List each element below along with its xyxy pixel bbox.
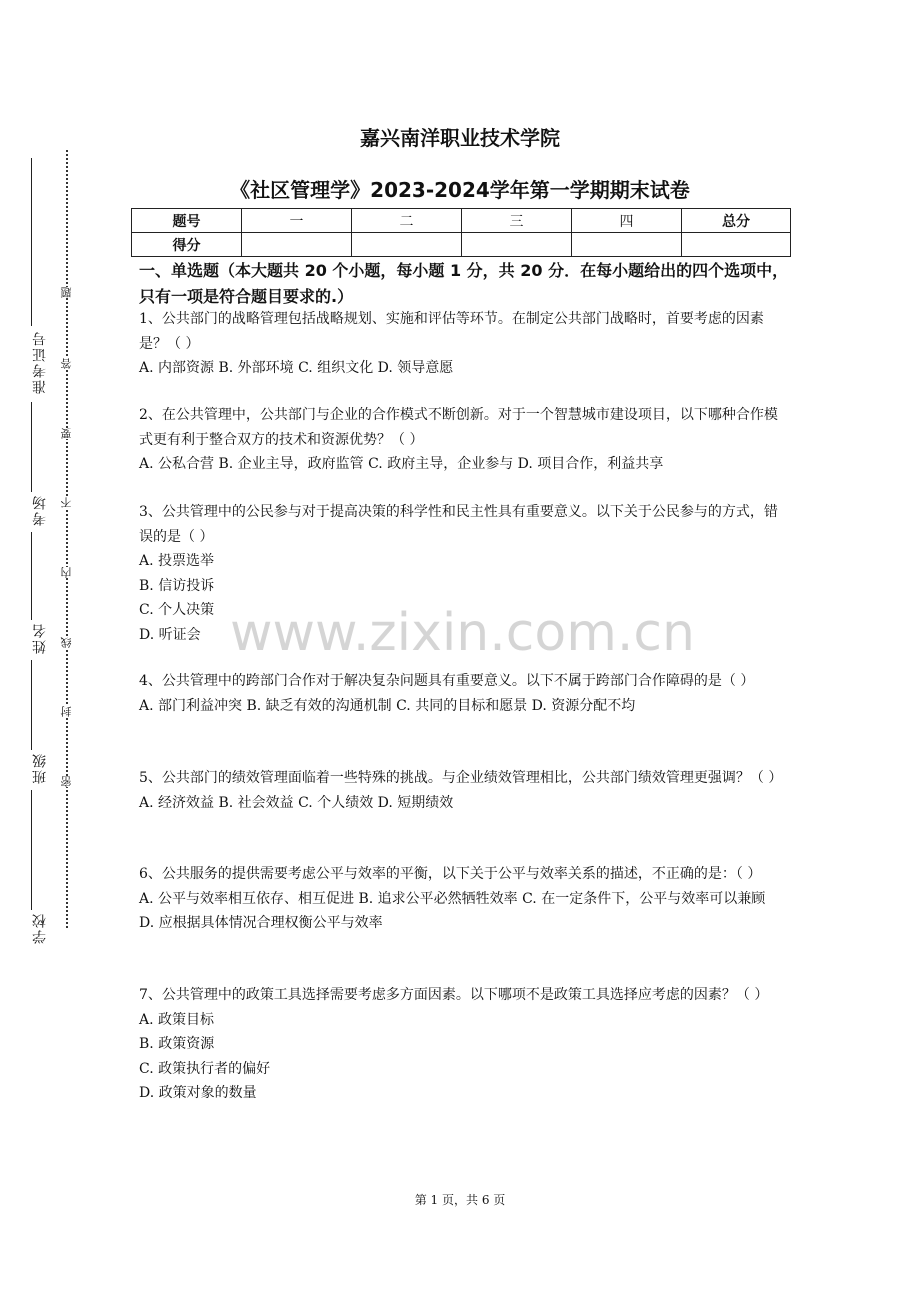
question-6: [139, 862, 781, 936]
score-header-cell: 总分: [682, 209, 791, 233]
school-label: 学校: [32, 912, 48, 944]
question-2: [139, 403, 781, 477]
seal-word-feng: 封: [60, 706, 73, 717]
seal-word-da: 答: [60, 358, 73, 369]
score-table-header-row: [132, 209, 791, 233]
exam-id-label: 准考证号: [32, 330, 48, 394]
score-header-cell: 三: [462, 209, 572, 233]
question-option: A. 政策目标: [139, 1011, 215, 1028]
score-cell[interactable]: [242, 233, 352, 257]
section-heading: 一、单选题（本大题共 20 个小题，每小题 1 分，共 20 分．在每小题给出的四个选项中，只有一项是符合题目要求的.）: [139, 261, 789, 306]
score-row-label: 得分: [132, 233, 242, 257]
seal-word-ti: 题: [60, 287, 73, 298]
question-options: A. 内部资源 B. 外部环境 C. 组织文化 D. 领导意愿: [139, 360, 454, 376]
question-option: A. 投票选举: [139, 553, 215, 569]
question-stem: 4、公共管理中的跨部门合作对于解决复杂问题具有重要意义。以下不属于跨部门合作障碍的是（ ）: [139, 673, 755, 689]
question-option: C. 政策执行者的偏好: [139, 1060, 271, 1077]
score-cell[interactable]: [682, 233, 791, 257]
question-option: D. 听证会: [139, 626, 201, 643]
question-option: B. 信访投诉: [139, 577, 215, 594]
exam-title: 《社区管理学》2023-2024学年第一学期期末试卷: [230, 178, 690, 202]
name-label: 姓名: [32, 622, 48, 654]
question-options: A. 部门利益冲突 B. 缺乏有效的沟通机制 C. 共同的目标和愿景 D. 资源分配不均: [139, 697, 636, 714]
school-line: [31, 790, 32, 910]
score-header-cell: 一: [242, 209, 352, 233]
page-number: 第 1 页，共 6 页: [414, 1193, 506, 1207]
question-stem: 1、公共部门的战略管理包括战略规划、实施和评估等环节。在制定公共部门战略时，首要考虑的因素是？（ ）: [139, 311, 764, 352]
name-line: [31, 532, 32, 620]
score-table: [131, 208, 791, 257]
seal-word-bu: 不: [60, 497, 73, 508]
question-stem: 6、公共服务的提供需要考虑公平与效率的平衡，以下关于公平与效率关系的描述，不正确的是：（ ）: [139, 866, 762, 882]
question-stem: 7、公共管理中的政策工具选择需要考虑多方面因素。以下哪项不是政策工具选择应考虑的因素？（ ）: [139, 987, 769, 1003]
seal-word-yao: 要: [60, 428, 73, 439]
score-cell[interactable]: [352, 233, 462, 257]
watermark: www.zixin.com.cn: [230, 603, 695, 663]
question-1: [139, 307, 781, 381]
question-stem: 2、在公共管理中，公共部门与企业的合作模式不断创新。对于一个智慧城市建设项目，以下哪种合作模式更有利于整合双方的技术和资源优势？（ ）: [139, 407, 778, 448]
score-cell[interactable]: [572, 233, 682, 257]
seal-word-nei: 内: [60, 567, 73, 578]
exam-room-line: [31, 402, 32, 492]
question-7: [139, 983, 781, 1106]
exam-room-label: 考场: [32, 494, 48, 526]
question-option: C. 个人决策: [139, 602, 215, 618]
school-name: 嘉兴南洋职业技术学院: [360, 126, 560, 150]
score-header-cell: 四: [572, 209, 682, 233]
question-stem: 3、公共管理中的公民参与对于提高决策的科学性和民主性具有重要意义。以下关于公民参与的方式，错误的是（ ）: [139, 504, 778, 545]
question-options: A. 公私合营 B. 企业主导，政府监管 C. 政府主导，企业参与 D. 项目合作，利益共享: [139, 456, 664, 472]
question-stem: 5、公共部门的绩效管理面临着一些特殊的挑战。与企业绩效管理相比，公共部门绩效管理更强调？（ ）: [139, 770, 783, 786]
score-cell[interactable]: [462, 233, 572, 257]
seal-line: [66, 150, 68, 928]
question-5: [139, 766, 781, 815]
question-options: A. 公平与效率相互依存、相互促进 B. 追求公平必然牺牲效率 C. 在一定条件下，公平与效率可以兼顾 D. 应根据具体情况合理权衡公平与效率: [139, 890, 766, 931]
question-4: [139, 669, 781, 718]
score-header-cell: 二: [352, 209, 462, 233]
class-label: 班级: [32, 752, 48, 784]
score-header-cell: 题号: [132, 209, 242, 233]
score-table-score-row: [132, 233, 791, 257]
seal-word-xian: 线: [60, 637, 73, 648]
seal-word-mi: 密: [60, 776, 73, 787]
question-option: D. 政策对象的数量: [139, 1085, 257, 1101]
class-line: [31, 660, 32, 750]
question-option: B. 政策资源: [139, 1036, 215, 1052]
question-options: A. 经济效益 B. 社会效益 C. 个人绩效 D. 短期绩效: [139, 794, 454, 811]
